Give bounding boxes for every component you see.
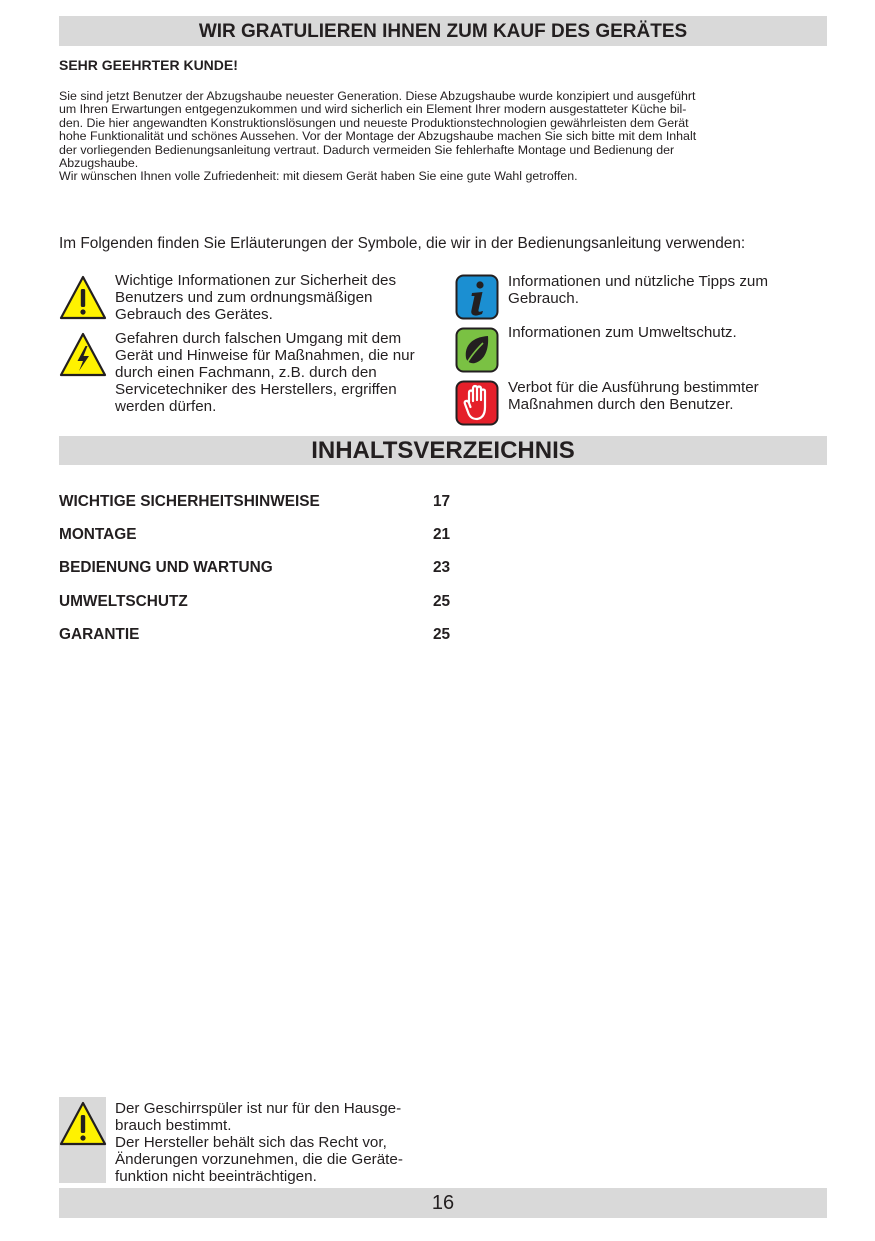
symbol-prohibited-text: Verbot für die Ausführung bestimmter Maßnahmen durch den Benutzer. xyxy=(508,379,759,413)
toc-entry-page: 21 xyxy=(433,526,451,543)
toc-title: INHALTSVERZEICHNIS xyxy=(59,436,827,465)
bottom-note-line: Der Geschirrspüler ist nur für den Hausge-brauch bestimmt. xyxy=(115,1100,402,1134)
intro-line: hohe Funktionalität und schönes Aussehen. Vor der Montage der Abzugshaube machen Sie sich bitte mit dem Inhalt xyxy=(59,129,697,144)
electric-hazard-icon xyxy=(59,331,107,379)
toc-entry-title: WICHTIGE SICHERHEITSHINWEISE xyxy=(59,493,320,510)
toc-entry-page: 25 xyxy=(433,593,451,610)
symbol-environment-text: Informationen zum Umweltschutz. xyxy=(508,324,737,341)
toc-entry-title: UMWELTSCHUTZ xyxy=(59,593,188,610)
symbols-lead: Im Folgenden finden Sie Erläuterungen der Symbole, die wir in der Bedienungsanleitung verwenden: xyxy=(59,235,746,252)
intro-line: um Ihren Erwartungen entgegenzukommen und wird sicherlich ein Element Ihrer modern ausgestatteter Küche bil- xyxy=(59,102,687,117)
page-number: 16 xyxy=(59,1188,827,1218)
bottom-note-text xyxy=(115,1100,445,1185)
toc-entry-page: 23 xyxy=(433,559,451,576)
bottom-note-line: Der Hersteller behält sich das Recht vor, Änderungen vorzunehmen, die die Geräte-funktion nicht beeinträchtigen. xyxy=(115,1134,403,1185)
symbol-info-text: Informationen und nützliche Tipps zum Gebrauch. xyxy=(508,273,769,307)
header-title: WIR GRATULIEREN IHNEN ZUM KAUF DES GERÄTES xyxy=(59,16,827,46)
leaf-icon xyxy=(455,327,499,373)
toc-entry-title: GARANTIE xyxy=(59,626,140,643)
stop-hand-icon xyxy=(455,380,499,426)
greeting: SEHR GEEHRTER KUNDE! xyxy=(59,57,238,73)
intro-line: Wir wünschen Ihnen volle Zufriedenheit: mit diesem Gerät haben Sie eine gute Wahl getroffen. xyxy=(59,169,578,184)
symbol-electric-text: Gefahren durch falschen Umgang mit dem Gerät und Hinweise für Maßnahmen, die nur durch einen Fachmann, z.B. durch den Servicetechniker des Herstellers, ergriffen werden dürfen. xyxy=(115,330,415,415)
toc-entry-page: 17 xyxy=(433,493,451,510)
info-icon xyxy=(455,274,499,320)
intro-line: Sie sind jetzt Benutzer der Abzugshaube neuester Generation. Diese Abzugshaube wurde konzipiert und ausgeführt xyxy=(59,89,696,103)
bottom-note xyxy=(59,1097,439,1183)
toc-entry-page: 25 xyxy=(433,626,451,643)
intro-text xyxy=(59,90,819,184)
warning-exclamation-icon xyxy=(59,1100,107,1148)
toc-entry-title: MONTAGE xyxy=(59,526,137,543)
intro-line: den. Die hier angewandten Konstruktionslösungen und neueste Produktionstechnologien gewährleisten dem Gerät xyxy=(59,115,689,130)
symbol-warning-text: Wichtige Informationen zur Sicherheit des Benutzers und zum ordnungsmäßigen Gebrauch des Gerätes. xyxy=(115,272,397,323)
toc-entry-title: BEDIENUNG UND WARTUNG xyxy=(59,559,273,576)
warning-exclamation-icon xyxy=(59,274,107,322)
intro-line: der vorliegenden Bedienungsanleitung vertraut. Dadurch vermeiden Sie fehlerhafte Montage und Bedienung der xyxy=(59,142,675,157)
intro-line: Abzugshaube. xyxy=(59,156,139,171)
